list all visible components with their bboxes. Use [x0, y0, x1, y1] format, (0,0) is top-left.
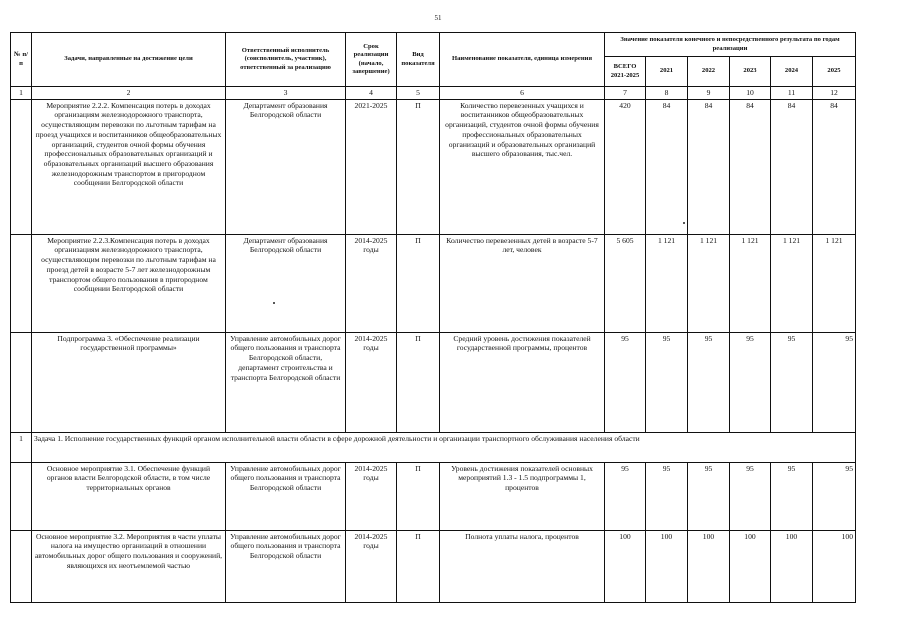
row-indicator: Количество перевезенных учащихся и воспитанников общеобразовательных организаций, студентов очной формы обучения профессиональных образовательных организаций и образовательных организаций высшего образования, тыс.чел.	[440, 99, 605, 234]
column-number: 10	[730, 87, 771, 100]
row-type: П	[397, 462, 440, 530]
row-indicator: Полнота уплаты налога, процентов	[440, 530, 605, 602]
row-indicator: Средний уровень достижения показателей государственной программы, процентов	[440, 332, 605, 432]
header-total: ВСЕГО 2021-2025	[605, 57, 646, 87]
row-period: 2014-2025 годы	[346, 234, 397, 332]
header-indicator: Наименование показателя, единица измерения	[440, 33, 605, 87]
header-period: Срок реализации (начало, завершение)	[346, 33, 397, 87]
row-task: Мероприятие 2.2.2. Компенсация потерь в доходах организациям железнодорожного транспорта, осуществляющим перевозки по льготным тарифам на проезд учащихся и воспитанников общеобразовательных организаций, студентов очной формы обучения профессиональных образовательных организаций и образовательных организаций высшего образования железнодорожным транспортом в пригородном сообщении Белгородской области	[32, 99, 226, 234]
header-year-2021: 2021	[646, 57, 688, 87]
row-value-2021: 95	[646, 462, 688, 530]
header-executor: Ответственный исполнитель (соисполнитель, участник), ответственный за реализацию	[226, 33, 346, 87]
row-value-2022: 84	[688, 99, 730, 234]
header-num: № п/п	[11, 33, 32, 87]
row-executor: Департамент образования Белгородской области	[226, 234, 346, 332]
column-number: 2	[32, 87, 226, 100]
row-value-2023: 84	[730, 99, 771, 234]
column-numbers-row	[11, 87, 856, 100]
table-row	[11, 530, 856, 602]
row-num	[11, 530, 32, 602]
scan-speck	[273, 302, 275, 304]
row-value-2025: 100	[813, 530, 856, 602]
page-number: 51	[434, 14, 442, 22]
row-num	[11, 462, 32, 530]
column-number: 3	[226, 87, 346, 100]
row-task: Основное мероприятие 3.2. Мероприятия в части уплаты налога на имущество организаций в отношении автомобильных дорог общего пользования и сооружений, являющихся их неотъемлемой частью	[32, 530, 226, 602]
row-value-2024: 95	[771, 462, 813, 530]
header-type: Вид показателя	[397, 33, 440, 87]
row-value-2022: 1 121	[688, 234, 730, 332]
row-task: Подпрограмма 3. «Обеспечение реализации государственной программы»	[32, 332, 226, 432]
row-value-2023: 95	[730, 462, 771, 530]
row-value-2021: 100	[646, 530, 688, 602]
row-value-2022: 95	[688, 462, 730, 530]
table-row	[11, 234, 856, 332]
task-row-num: 1	[11, 432, 32, 462]
row-indicator: Уровень достижения показателей основных мероприятий 1.3 - 1.5 подпрограммы 1, процентов	[440, 462, 605, 530]
column-number: 1	[11, 87, 32, 100]
row-period: 2014-2025 годы	[346, 332, 397, 432]
row-period: 2014-2025 годы	[346, 462, 397, 530]
row-type: П	[397, 332, 440, 432]
column-number: 9	[688, 87, 730, 100]
row-task: Мероприятие 2.2.3.Компенсация потерь в доходах организациям железнодорожного транспорта, осуществляющим перевозки по льготным тарифам на проезд детей в возрасте 5-7 лет железнодорожным транспортом общего пользования в пригородном сообщении Белгородской области	[32, 234, 226, 332]
row-value-2024: 1 121	[771, 234, 813, 332]
row-executor: Департамент образования Белгородской области	[226, 99, 346, 234]
header-year-2022: 2022	[688, 57, 730, 87]
row-num	[11, 99, 32, 234]
header-values-group: Значение показателя конечного и непосредственного результата по годам реализации	[605, 33, 856, 57]
column-number: 12	[813, 87, 856, 100]
task-row-text: Задача 1. Исполнение государственных функций органом исполнительной власти области в сфере дорожной деятельности и организации транспортного обслуживания населения области	[32, 432, 856, 462]
scan-speck	[683, 222, 685, 224]
row-task: Основное мероприятие 3.1. Обеспечение функций органов власти Белгородской области, в том числе территориальных органов	[32, 462, 226, 530]
row-value-2025: 95	[813, 332, 856, 432]
table-row	[11, 99, 856, 234]
row-value-2023: 1 121	[730, 234, 771, 332]
column-number: 8	[646, 87, 688, 100]
row-value-2023: 95	[730, 332, 771, 432]
row-type: П	[397, 530, 440, 602]
header-year-2025: 2025	[813, 57, 856, 87]
row-value-total: 420	[605, 99, 646, 234]
row-value-2024: 84	[771, 99, 813, 234]
row-value-2022: 95	[688, 332, 730, 432]
header-year-2024: 2024	[771, 57, 813, 87]
row-value-2025: 95	[813, 462, 856, 530]
row-value-2025: 1 121	[813, 234, 856, 332]
row-executor: Управление автомобильных дорог общего пользования и транспорта Белгородской области, департамент строительства и транспорта Белгородской области	[226, 332, 346, 432]
row-executor: Управление автомобильных дорог общего пользования и транспорта Белгородской области	[226, 530, 346, 602]
row-value-2023: 100	[730, 530, 771, 602]
row-indicator: Количество перевезенных детей в возрасте 5-7 лет, человек	[440, 234, 605, 332]
table-row	[11, 462, 856, 530]
row-value-total: 95	[605, 332, 646, 432]
column-number: 6	[440, 87, 605, 100]
column-number: 7	[605, 87, 646, 100]
row-period: 2021-2025	[346, 99, 397, 234]
row-executor: Управление автомобильных дорог общего пользования и транспорта Белгородской области	[226, 462, 346, 530]
header-tasks: Задачи, направленные на достижение цели	[32, 33, 226, 87]
task-row	[11, 432, 856, 462]
column-number: 4	[346, 87, 397, 100]
indicators-table	[10, 32, 856, 603]
column-number: 11	[771, 87, 813, 100]
row-value-2025: 84	[813, 99, 856, 234]
row-value-total: 95	[605, 462, 646, 530]
row-value-2021: 84	[646, 99, 688, 234]
row-value-total: 100	[605, 530, 646, 602]
row-value-2024: 95	[771, 332, 813, 432]
row-period: 2014-2025 годы	[346, 530, 397, 602]
row-type: П	[397, 99, 440, 234]
header-year-2023: 2023	[730, 57, 771, 87]
row-num	[11, 234, 32, 332]
row-value-total: 5 605	[605, 234, 646, 332]
row-type: П	[397, 234, 440, 332]
row-value-2021: 95	[646, 332, 688, 432]
row-value-2024: 100	[771, 530, 813, 602]
row-value-2021: 1 121	[646, 234, 688, 332]
row-num	[11, 332, 32, 432]
table-row	[11, 332, 856, 432]
column-number: 5	[397, 87, 440, 100]
row-value-2022: 100	[688, 530, 730, 602]
